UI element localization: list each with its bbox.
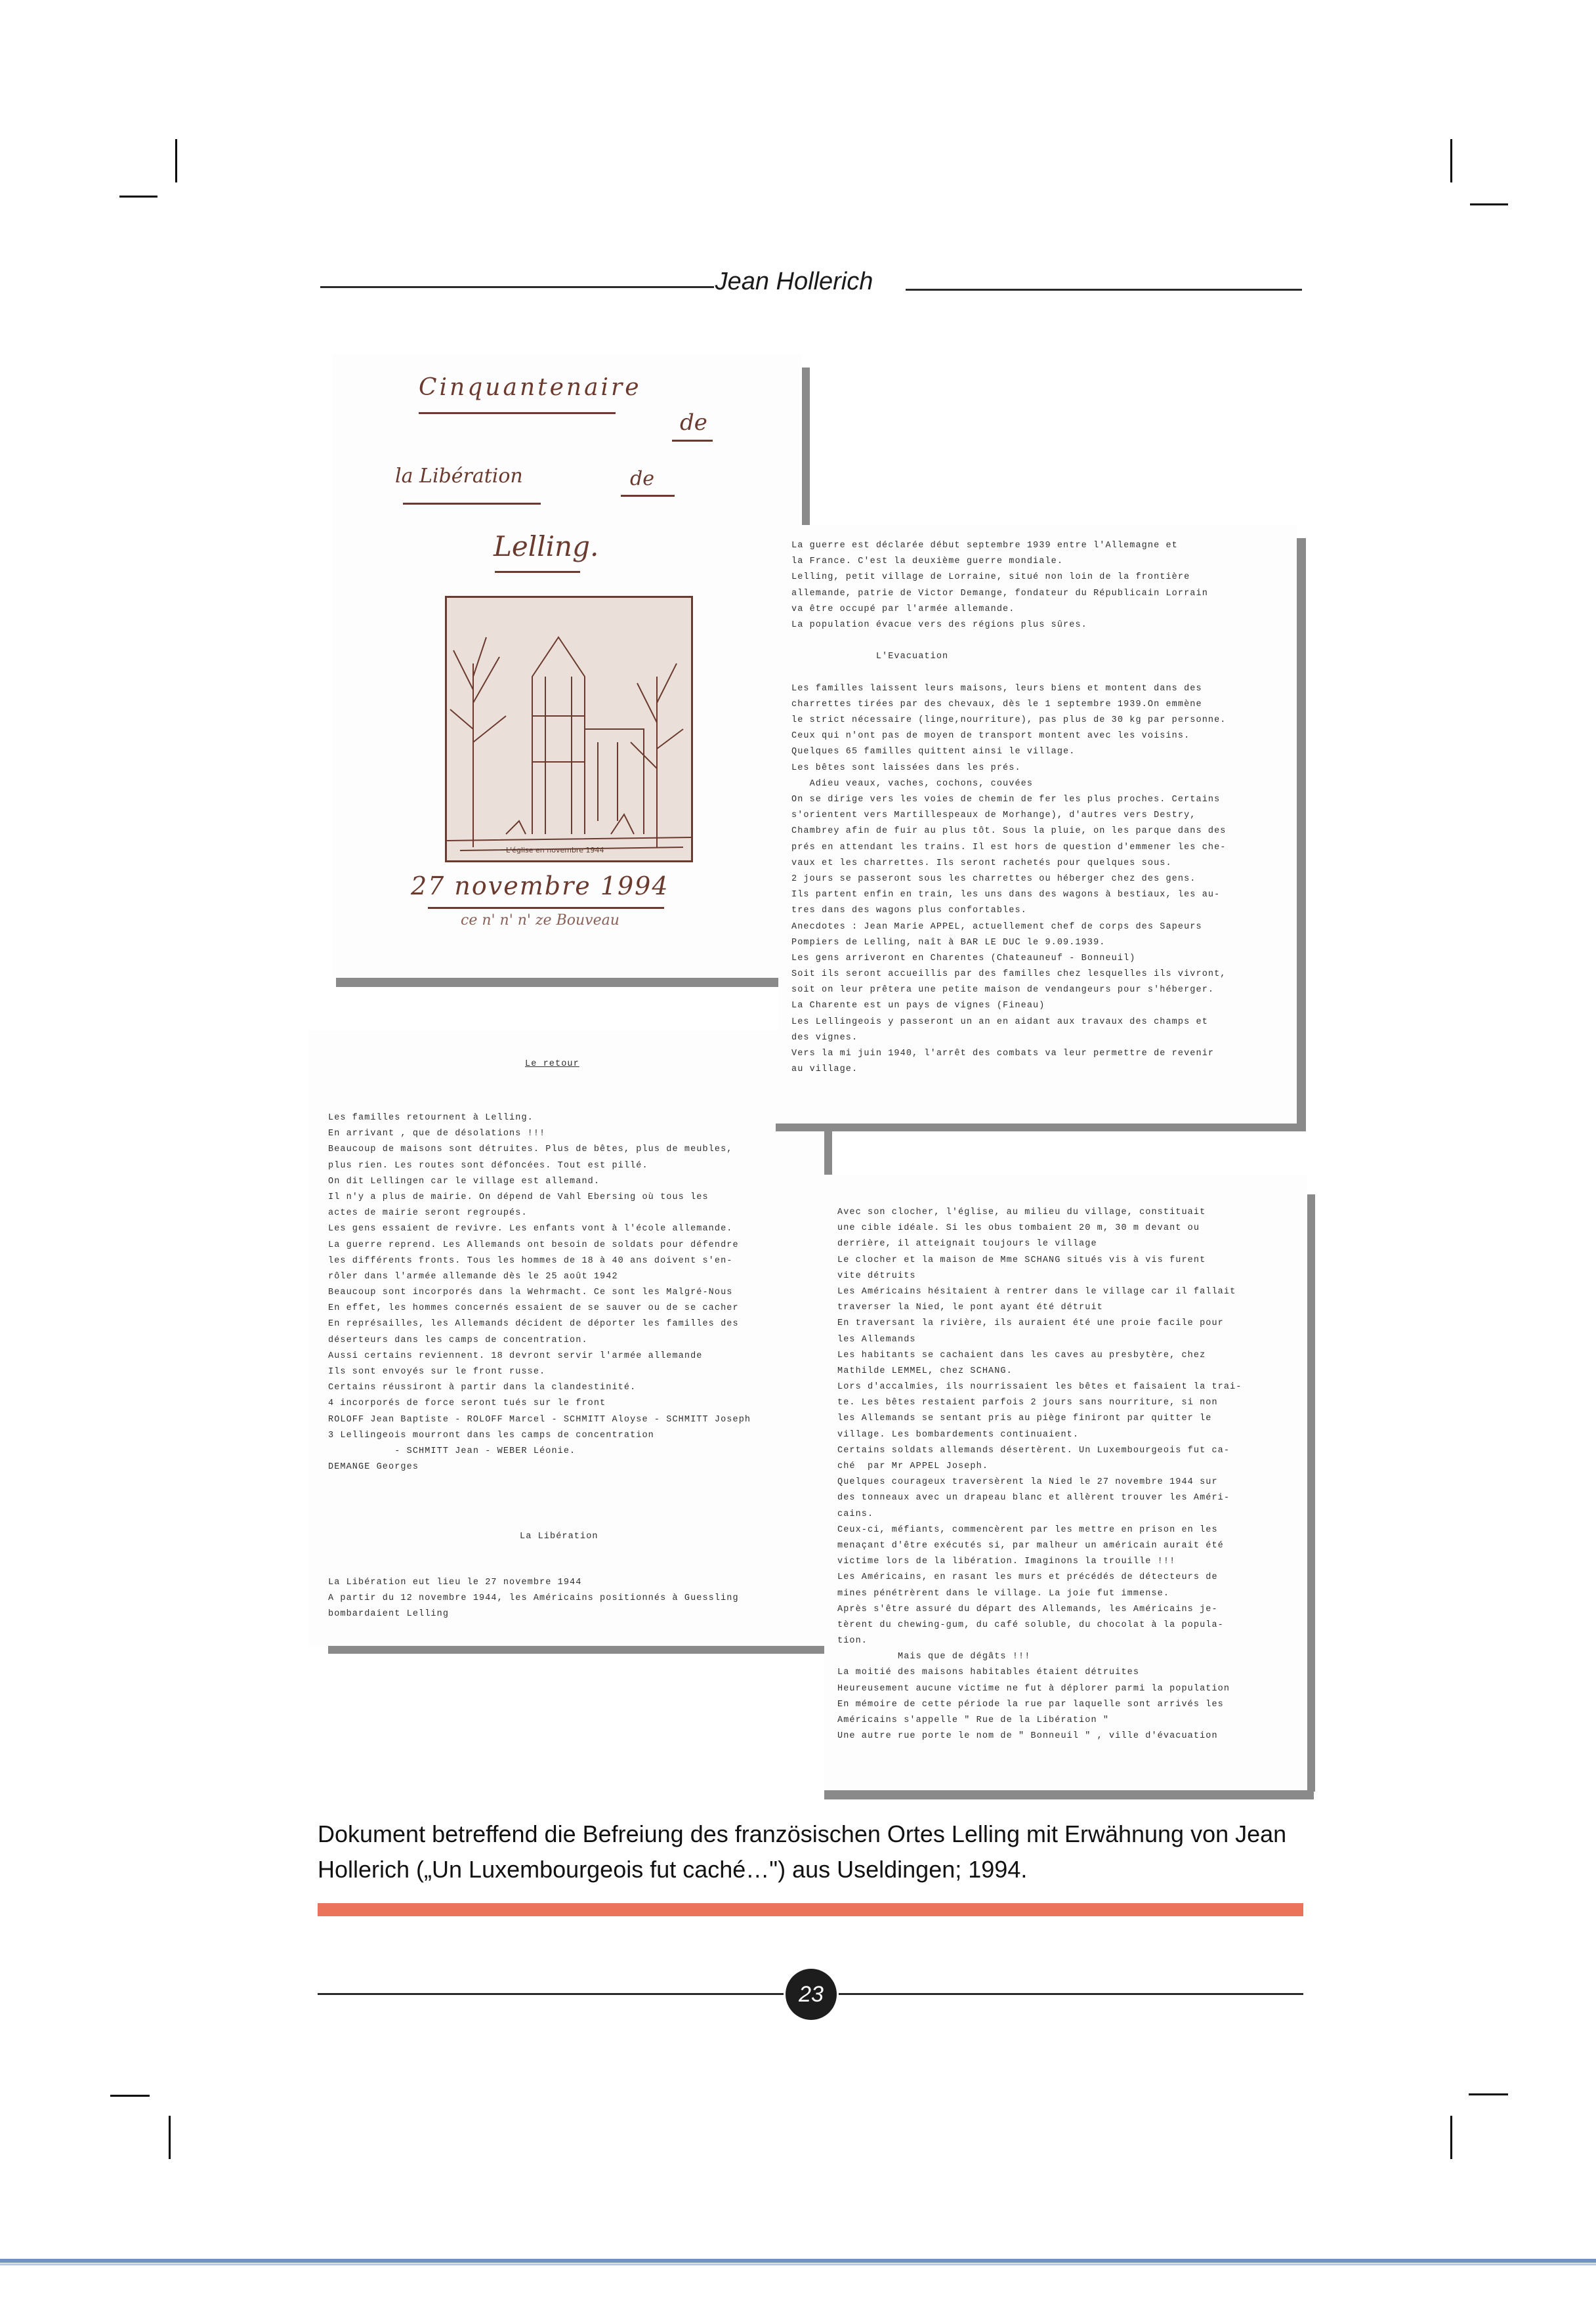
text-line: Après s'être assuré du départ des Allemands, les Américains je- (837, 1604, 1218, 1614)
text-line: DEMANGE Georges (328, 1462, 419, 1473)
text-line: des tonneaux avec un drapeau blanc et allèrent trouver les Améri- (837, 1493, 1230, 1503)
cover-title-line1: Cinquantenaire (419, 374, 642, 401)
text-line: mines pénétrèrent dans le village. La joie fut immense. (837, 1588, 1170, 1599)
handwritten-underline (428, 907, 664, 909)
text-line: menaçant d'être exécutés si, par malheur un américain aurait été (837, 1540, 1224, 1551)
text-line: derrière, il atteignait toujours le village (837, 1239, 1097, 1250)
text-line: La Libération eut lieu le 27 novembre 1944 (328, 1578, 582, 1587)
text-line: Ceux-ci, méfiants, commencèrent par les mettre en prison en les (837, 1524, 1218, 1535)
text-line: ROLOFF Jean Baptiste - ROLOFF Marcel - SCHMITT Aloyse - SCHMITT Joseph (328, 1414, 751, 1425)
text-line: 4 incorporés de force seront tués sur le front (328, 1398, 606, 1409)
text-line: Certains réussiront à partir dans la clandestinité. (328, 1383, 637, 1393)
text-line: une cible idéale. Si les obus tombaient 20 m, 30 m devant ou (837, 1223, 1200, 1234)
text-line: En arrivant , que de désolations !!! (328, 1129, 546, 1139)
text-line: les Allemands (837, 1334, 916, 1345)
text-line: Les habitants se cachaient dans les caves au presbytère, chez (837, 1350, 1206, 1360)
text-line: Ceux qui n'ont pas de moyen de transport montent avec les voisins. (791, 731, 1190, 742)
text-line: Mais que de dégâts !!! (837, 1652, 1031, 1662)
text-line: En effet, les hommes concernés essaient de se sauver ou de se cacher (328, 1303, 739, 1314)
cover-title-line2: la Libération (395, 465, 523, 488)
text-line: te. Les bêtes restaient parfois 2 jours sans nourriture, si non (837, 1398, 1218, 1408)
section-heading: Le retour (525, 1059, 579, 1069)
text-line: Les Lellingeois y passeront un an en aidant aux travaux des champs et (791, 1017, 1208, 1027)
text-line: Lors d'accalmies, ils nourrissaient les bêtes et faisaient la trai- (837, 1382, 1242, 1393)
text-line: La guerre est déclarée début septembre 1939 entre l'Allemagne et (791, 541, 1178, 551)
sketch-caption: L'église en novembre 1944 (506, 846, 604, 854)
crop-mark-bottom-left-h (110, 2095, 150, 2097)
text-line: charrettes tirées par des chevaux, dès le 1 septembre 1939.On emmène (791, 699, 1202, 709)
text-line: La guerre reprend. Les Allemands ont besoin de soldats pour défendre (328, 1240, 739, 1250)
text-line: ché par Mr APPEL Joseph. (837, 1461, 989, 1471)
text-line: Américains s'appelle " Rue de la Libération " (837, 1715, 1110, 1725)
text-line: La Charente est un pays de vignes (Fineau) (791, 1001, 1045, 1011)
text-line: Mathilde LEMMEL, chez SCHANG. (837, 1366, 1013, 1376)
text-line: victime lors de la libération. Imaginons la trouille !!! (837, 1557, 1176, 1567)
text-line: On dit Lellingen car le village est allemand. (328, 1176, 600, 1186)
text-line: - SCHMITT Jean - WEBER Léonie. (328, 1446, 576, 1456)
bottom-band (0, 2259, 1596, 2263)
text-line: soit on leur prêtera une petite maison de vendangeurs pour s'héberger. (791, 985, 1215, 996)
footer-rule-right (839, 1993, 1303, 1995)
text-line: les Allemands se sentant pris au piège finiront par quitter le (837, 1414, 1212, 1424)
running-header-author: Jean Hollerich (715, 268, 873, 295)
text-line: Chambrey afin de fuir au plus tôt. Sous la pluie, on les parque dans des (791, 826, 1227, 837)
text-line: rôler dans l'armée allemande dès le 25 août 1942 (328, 1271, 618, 1282)
text-line: prés en attendant les trains. Il est hors de question d'emmener les che- (791, 842, 1227, 852)
text-line: Aussi certains reviennent. 18 devront servir l'armée allemande (328, 1351, 703, 1361)
text-line: tèrent du chewing-gum, du café soluble, du chocolat à la popula- (837, 1620, 1224, 1630)
text-line: Les familles laissent leurs maisons, leurs biens et montent dans des (791, 683, 1202, 694)
bottom-band-light (0, 2263, 1596, 2265)
text-line: Quelques courageux traversèrent la Nied le 27 novembre 1944 sur (837, 1477, 1218, 1488)
page-shadow (336, 978, 822, 987)
text-line: On se dirige vers les voies de chemin de fer les plus proches. Certains (791, 795, 1221, 805)
text-line: Anecdotes : Jean Marie APPEL, actuellement chef de corps des Sapeurs (791, 921, 1202, 932)
page-shadow (1307, 1194, 1315, 1792)
text-line: va être occupé par l'armée allemande. (791, 604, 1015, 614)
text-line: Adieu veaux, vaches, cochons, couvées (791, 778, 1034, 789)
text-line: la France. C'est la deuxième guerre mondiale. (791, 556, 1064, 567)
text-line: les différents fronts. Tous les hommes de 18 à 40 ans doivent s'en- (328, 1255, 733, 1266)
handwritten-underline (672, 440, 713, 442)
section-heading: La Libération (520, 1532, 598, 1542)
document-text-block (328, 1110, 751, 1475)
text-line: Lelling, petit village de Lorraine, situé non loin de la frontière (791, 572, 1190, 583)
cover-title-village: Lelling. (494, 530, 599, 562)
cover-signature: ce n' n' n' ze Bouveau (461, 912, 620, 929)
text-line: En traversant la rivière, ils auraient été une proie facile pour (837, 1318, 1224, 1329)
text-line: vaux et les charrettes. Ils seront rachetés pour quelques sous. (791, 858, 1172, 868)
text-line: s'orientent vers Martillespeaux de Morhange), d'autres vers Destry, (791, 810, 1196, 821)
text-line: Certains soldats allemands désertèrent. Un Luxembourgeois fut ca- (837, 1445, 1230, 1456)
text-line: En représailles, les Allemands décident de déporter les familles des (328, 1319, 739, 1330)
header-rule-left (320, 286, 714, 288)
cover-date: 27 novembre 1994 (411, 872, 669, 900)
text-line: Beaucoup sont incorporés dans la Wehrmacht. Ce sont les Malgré-Nous (328, 1288, 733, 1298)
crop-mark-top-left-v (175, 139, 177, 182)
text-line (791, 633, 1227, 649)
scanned-page-evacuation (778, 525, 1297, 1124)
handwritten-underline (495, 571, 580, 573)
handwritten-underline (403, 503, 541, 505)
text-line: Une autre rue porte le nom de " Bonneuil " , ville d'évacuation (837, 1731, 1218, 1742)
page-number-badge: 23 (786, 1969, 837, 2020)
text-line: actes de mairie seront regroupés. (328, 1208, 528, 1219)
page-shadow (1297, 538, 1306, 1130)
scanned-page-le-retour (308, 1030, 824, 1646)
handwritten-underline (621, 495, 675, 497)
text-line: cains. (837, 1509, 874, 1519)
text-line: au village. (791, 1064, 858, 1075)
text-line: L'Evacuation (791, 652, 949, 662)
text-line: Avec son clocher, l'église, au milieu du village, constituait (837, 1208, 1206, 1217)
text-line: tion. (837, 1636, 868, 1647)
text-line: Les gens essaient de revivre. Les enfants vont à l'école allemande. (328, 1224, 733, 1234)
text-line: Les familles retournent à Lelling. (328, 1113, 534, 1123)
text-line: En mémoire de cette période la rue par laquelle sont arrivés les (837, 1699, 1224, 1710)
text-line: Quelques 65 familles quittent ainsi le village. (791, 747, 1076, 757)
text-line: tres dans des wagons plus confortables. (791, 906, 1027, 916)
text-line: 3 Lellingeois mourront dans les camps de concentration (328, 1430, 654, 1440)
text-line: Les Américains hésitaient à rentrer dans le village car il fallait (837, 1286, 1236, 1297)
cover-title-de1: de (680, 410, 707, 436)
text-line: Les bêtes sont laissées dans les prés. (791, 763, 1021, 773)
document-text-block (791, 538, 1227, 1078)
text-line: bombardaient Lelling (328, 1609, 450, 1620)
text-line: Beaucoup de maisons sont détruites. Plus de bêtes, plus de meubles, (328, 1144, 733, 1155)
page-shadow (824, 1790, 1314, 1799)
text-line (791, 665, 1227, 681)
crop-mark-top-left-h (119, 196, 158, 198)
text-line: déserteurs dans les camps de concentration. (328, 1335, 588, 1345)
text-line: La moitié des maisons habitables étaient détruites (837, 1668, 1140, 1678)
text-line: village. Les bombardements continuaient. (837, 1429, 1080, 1440)
accent-bar (318, 1903, 1303, 1916)
text-line: 2 jours se passeront sous les charrettes ou héberger chez des gens. (791, 873, 1196, 884)
page-shadow (776, 1124, 1306, 1131)
text-line: Le clocher et la maison de Mme SCHANG situés vis à vis furent (837, 1255, 1206, 1265)
footer-rule-left (318, 1993, 784, 1995)
church-sketch-drawing (447, 598, 691, 860)
church-sketch-image (445, 596, 693, 862)
text-line: Les Américains, en rasant les murs et précédés de détecteurs de (837, 1572, 1218, 1583)
figure-caption: Dokument betreffend die Befreiung des französischen Ortes Lelling mit Erwähnung von Jean Hollerich („Un Luxembourgeois fut caché…") aus Useldingen; 1994. (318, 1820, 1287, 1883)
text-line: Heureusement aucune victime ne fut à déplorer parmi la population (837, 1683, 1230, 1694)
text-line: traverser la Nied, le pont ayant été détruit (837, 1303, 1103, 1313)
text-line: Soit ils seront accueillis par des familles chez lesquelles ils vivront, (791, 969, 1227, 980)
text-line: vite détruits (837, 1270, 916, 1281)
text-line: Les gens arriveront en Charentes (Chateauneuf - Bonneuil) (791, 953, 1136, 963)
crop-mark-top-right-h (1470, 203, 1508, 205)
text-line: allemande, patrie de Victor Demange, fondateur du Républicain Lorrain (791, 588, 1208, 598)
text-line: Il n'y a plus de mairie. On dépend de Vahl Ebersing où tous les (328, 1192, 709, 1202)
text-line: Ils sont envoyés sur le front russe. (328, 1367, 546, 1377)
page-shadow (328, 1646, 832, 1654)
text-line: Vers la mi juin 1940, l'arrêt des combats va leur permettre de revenir (791, 1049, 1215, 1059)
document-text-block (328, 1575, 739, 1623)
text-line: plus rien. Les routes sont défoncées. Tout est pillé. (328, 1160, 648, 1171)
document-text-block (837, 1205, 1242, 1744)
text-line: Pompiers de Lelling, naît à BAR LE DUC le 9.09.1939. (791, 937, 1106, 948)
text-line: La population évacue vers des régions plus sûres. (791, 620, 1087, 630)
cover-title-de2: de (630, 467, 654, 490)
text-line: le strict nécessaire (linge,nourriture), pas plus de 30 kg par personne. (791, 715, 1227, 726)
crop-mark-bottom-left-v (169, 2116, 171, 2159)
crop-mark-top-right-v (1450, 139, 1452, 182)
text-line: Ils partent enfin en train, les uns dans des wagons à bestiaux, les au- (791, 890, 1221, 900)
scanned-page-cover (332, 354, 802, 978)
handwritten-underline (419, 412, 616, 414)
crop-mark-bottom-right-h (1469, 2093, 1508, 2095)
scanned-page-liberation (824, 1175, 1307, 1790)
crop-mark-bottom-right-v (1450, 2116, 1452, 2159)
header-rule-right (906, 289, 1302, 291)
text-line: des vignes. (791, 1032, 858, 1043)
text-line: A partir du 12 novembre 1944, les Américains positionnés à Guessling (328, 1593, 739, 1604)
